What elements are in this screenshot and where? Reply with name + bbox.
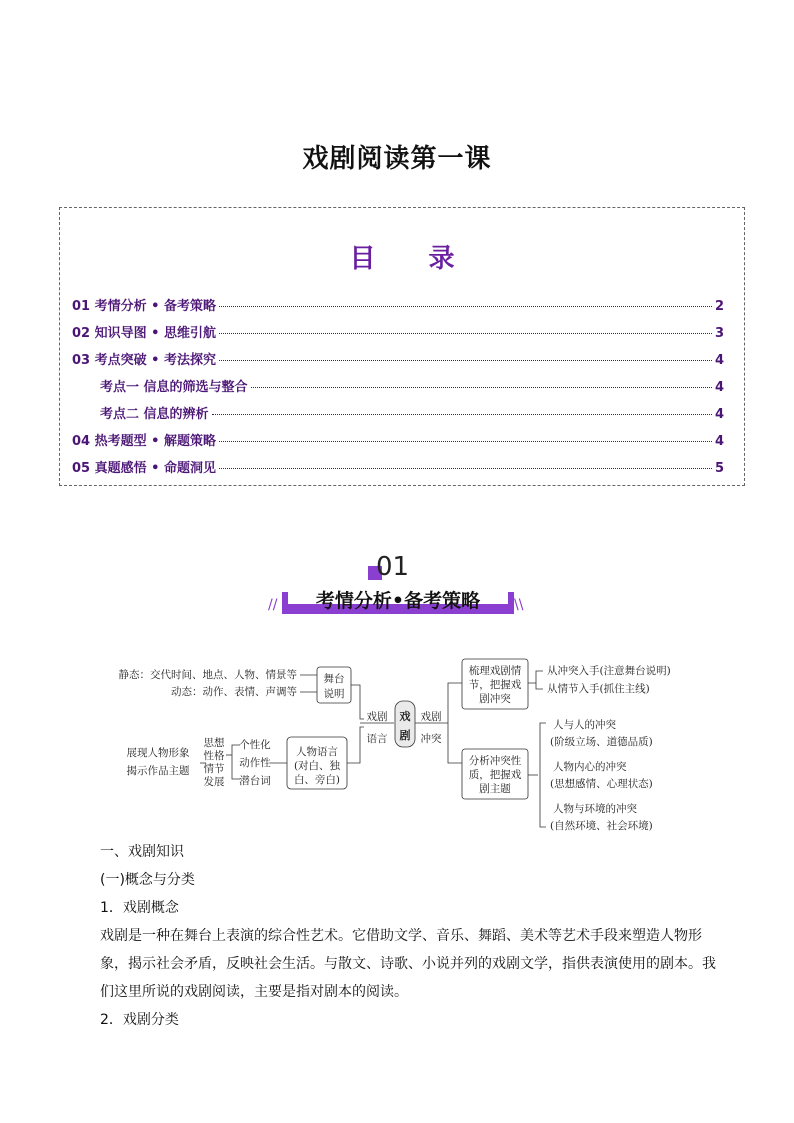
decorative-slash-right: \\ — [514, 597, 524, 613]
toc-item-label: 02 知识导图 • 思维引航 — [72, 326, 216, 341]
language-aim: 性格 — [203, 750, 225, 762]
conflict-item-note: (阶级立场、道德品质) — [550, 736, 653, 748]
plot-box-line: 梳理戏剧情 — [468, 665, 522, 677]
plot-item: 从情节入手(抓住主线) — [547, 683, 650, 695]
center-label-2: 剧 — [399, 729, 411, 742]
section-title: 考情分析•备考策略 — [315, 590, 481, 612]
toc-item-page: 5 — [714, 461, 724, 476]
toc-item-label: 03 考点突破 • 考法探究 — [72, 353, 216, 368]
language-box-line: 白、旁白) — [293, 774, 341, 786]
toc-item[interactable] — [72, 430, 724, 457]
language-box-line: (对白、独 — [293, 760, 341, 772]
left-branch-label: 戏剧 — [366, 711, 388, 723]
section-banner — [268, 552, 528, 622]
toc-item-page: 4 — [714, 434, 724, 449]
toc-leader-dots — [219, 468, 712, 469]
toc-leader-dots — [251, 387, 712, 388]
conflict-item-note: (自然环境、社会环境) — [550, 820, 653, 832]
toc-item[interactable] — [72, 322, 724, 349]
toc-leader-dots — [219, 306, 712, 307]
plot-box-line: 剧冲突 — [479, 693, 511, 705]
language-box-line: 人物语言 — [296, 746, 338, 758]
toc-leader-dots — [219, 360, 712, 361]
toc-item-label: 05 真题感悟 • 命题洞见 — [72, 461, 216, 476]
toc-item[interactable] — [72, 457, 724, 484]
conflict-item: 人物内心的冲突 — [553, 761, 627, 773]
toc-leader-dots — [212, 414, 712, 415]
document-title: 戏剧阅读第一课 — [302, 144, 492, 174]
section-number: 01 — [376, 552, 410, 582]
heading-level3: 1．戏剧概念 — [100, 900, 179, 916]
heading-level2: (一)概念与分类 — [100, 872, 195, 888]
stage-box-line: 说明 — [323, 688, 345, 700]
toc-subitem[interactable] — [72, 376, 724, 403]
conflict-item: 人物与环境的冲突 — [553, 803, 637, 815]
language-purpose: 揭示作品主题 — [126, 765, 190, 777]
toc-item-page: 4 — [714, 353, 724, 368]
heading-level1: 一、戏剧知识 — [100, 844, 184, 860]
language-trait: 潜台词 — [239, 775, 271, 787]
toc-item-page: 3 — [714, 326, 724, 341]
stage-box-line: 舞台 — [323, 673, 345, 685]
toc-leader-dots — [219, 441, 712, 442]
toc-item-page: 4 — [714, 380, 724, 395]
toc-item-label: 考点二 信息的辨析 — [100, 407, 209, 422]
toc-subitem[interactable] — [72, 403, 724, 430]
heading-level3: 2．戏剧分类 — [100, 1012, 179, 1028]
paragraph-drama-concept: 戏剧是一种在舞台上表演的综合性艺术。它借助文学、音乐、舞蹈、美术等艺术手段来塑造人物形象，揭示社会矛盾，反映社会生活。与散文、诗歌、小说并列的戏剧文学，指供表演使用的剧本。我们这里所说的戏剧阅读，主要是指对剧本的阅读。 — [100, 928, 716, 1000]
plot-box-line: 节，把握戏 — [468, 679, 522, 691]
conflict-item: 人与人的冲突 — [553, 719, 616, 731]
center-label-1: 戏 — [399, 710, 411, 723]
toc-heading: 目 录 — [349, 244, 477, 274]
conflict-box-line: 分析冲突性 — [468, 755, 522, 767]
conflict-box-line: 剧主题 — [479, 783, 511, 795]
stage-static-text: 静态：交代时间、地点、人物、情景等 — [118, 669, 297, 681]
decorative-slash-left: // — [268, 597, 278, 613]
language-aim: 情节 — [203, 763, 225, 775]
conflict-box-line: 质，把握戏 — [468, 769, 522, 781]
right-branch-label: 戏剧 — [420, 711, 442, 723]
toc-item[interactable] — [72, 349, 724, 376]
stage-dynamic-text: 动态：动作、表情、声调等 — [171, 686, 297, 698]
table-of-contents — [59, 207, 745, 486]
toc-item-page: 2 — [714, 299, 724, 314]
toc-item[interactable] — [72, 295, 724, 322]
toc-item-label: 01 考情分析 • 备考策略 — [72, 299, 216, 314]
toc-item-label: 04 热考题型 • 解题策略 — [72, 434, 216, 449]
language-aim: 思想 — [203, 737, 225, 749]
language-trait: 个性化 — [239, 739, 271, 751]
language-purpose: 展现人物形象 — [126, 747, 190, 759]
toc-leader-dots — [219, 333, 712, 334]
language-trait: 动作性 — [239, 757, 271, 769]
toc-item-label: 考点一 信息的筛选与整合 — [100, 380, 248, 395]
conflict-item-note: (思想感情、心理状态) — [550, 778, 653, 790]
toc-item-page: 4 — [714, 407, 724, 422]
left-branch-label: 语言 — [366, 733, 388, 745]
right-branch-label: 冲突 — [420, 733, 442, 745]
language-aim: 发展 — [203, 776, 225, 788]
drama-mind-map — [110, 645, 710, 840]
plot-item: 从冲突入手(注意舞台说明) — [547, 665, 671, 677]
toc-list — [72, 295, 724, 484]
